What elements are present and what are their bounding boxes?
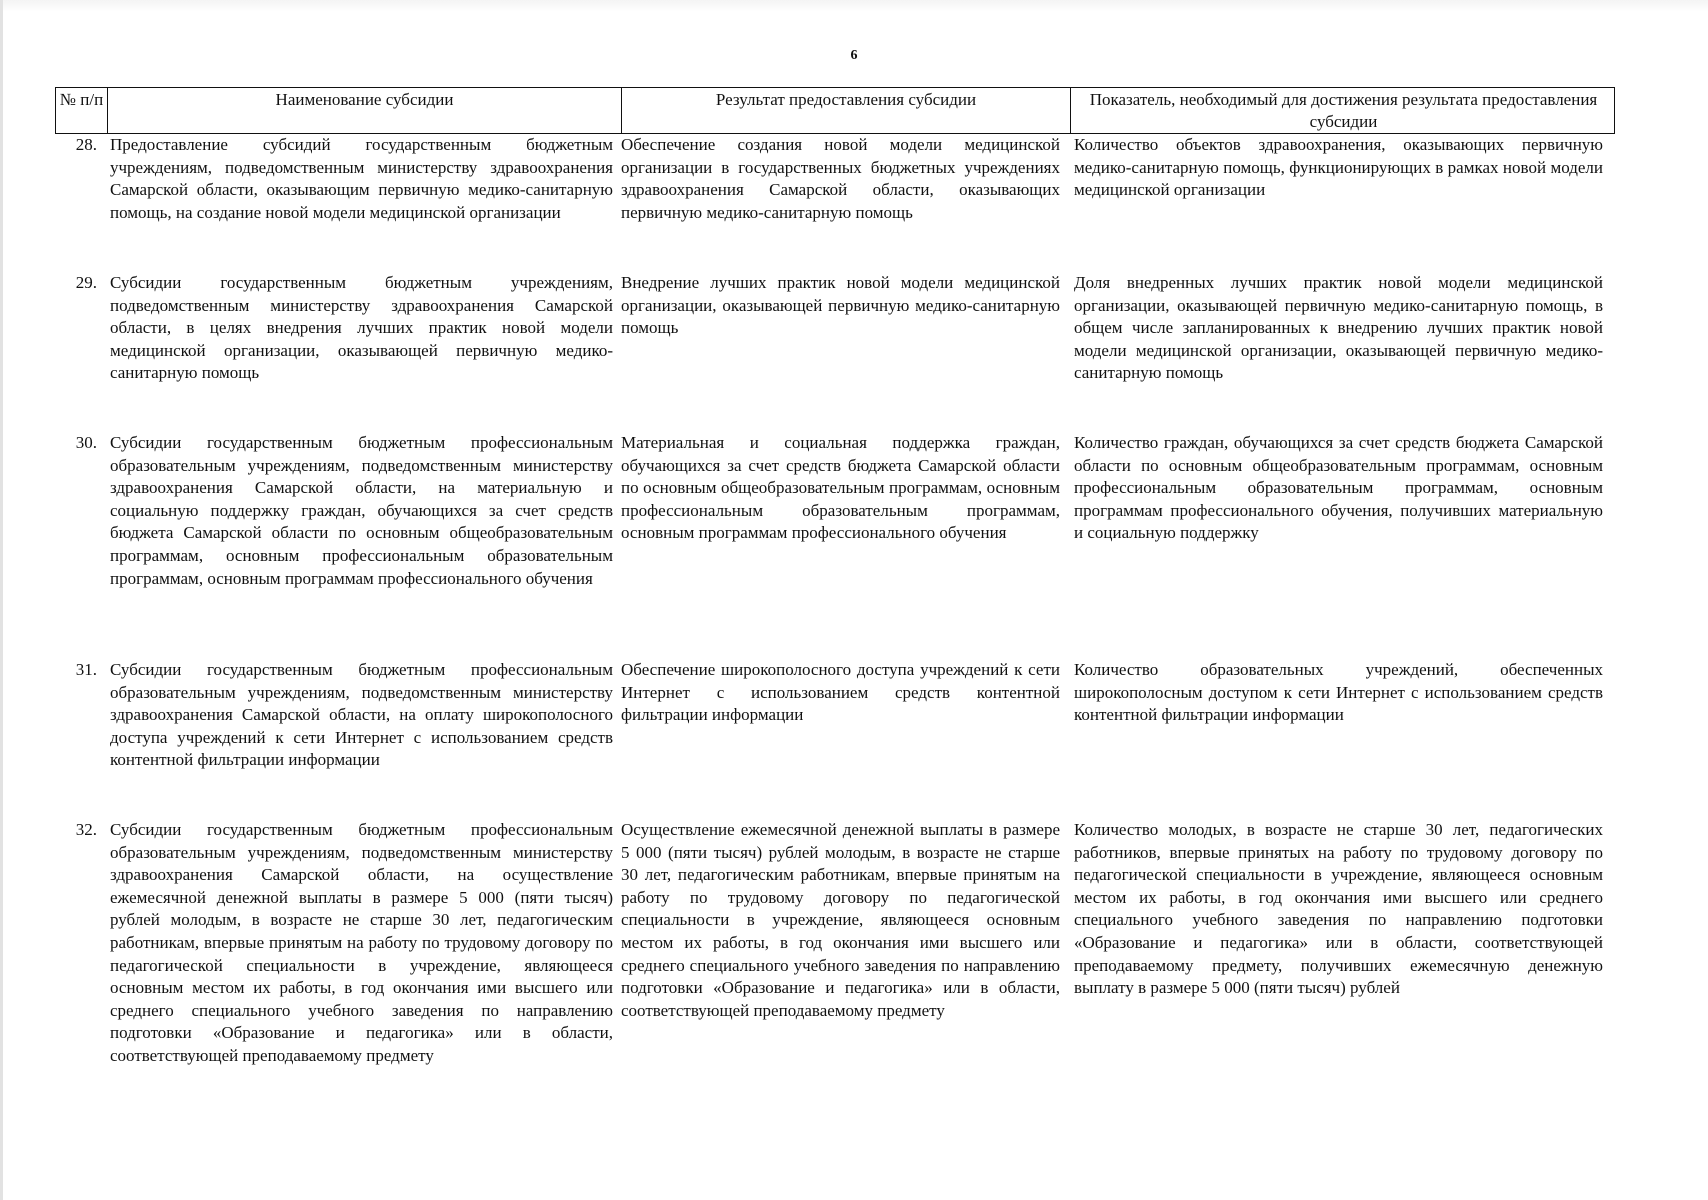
row-result: Обеспечение создания новой модели медицинской организации в государственных бюджетных учреждениях здравоохранения Самарской области, оказывающих первичную медико-санитарную помощь xyxy=(621,135,1060,222)
row-indicator: Количество граждан, обучающихся за счет средств бюджета Самарской области по основным общеобразовательным программам, основным профессиональным образовательным программам, основным программам профессионального обучения, получивших материальную и социальную поддержку xyxy=(1074,433,1603,543)
row-result: Материальная и социальная поддержка граждан, обучающихся за счет средств бюджета Самарской области по основным общеобразовательным программам, основным профессиональным образовательным программам, основным программам профессионального обучения xyxy=(621,433,1060,543)
table-row xyxy=(55,819,1615,1069)
row-indicator: Количество молодых, в возрасте не старше 30 лет, педагогических работников, впервые принятых на работу по трудовому договору по педагогической специальности в учреждение, являющееся основным местом их работы, в год окончания ими высшего или среднего специального учебного заведения по направлению подготовки «Образование и педагогика» или в области, соответствующей преподаваемому предмету, получивших ежемесячную денежную выплату в размере 5 000 (пяти тысяч) рублей xyxy=(1074,820,1603,998)
row-number: 31. xyxy=(75,660,97,679)
table-row xyxy=(55,272,1615,432)
row-result: Обеспечение широкополосного доступа учреждений к сети Интернет с использованием средств контентной фильтрации информации xyxy=(621,660,1060,725)
header-indicator: Показатель, необходимый для достижения результата предоставления субсидии xyxy=(1089,90,1598,131)
table-header-row xyxy=(55,87,1615,134)
table-row xyxy=(55,432,1615,659)
header-result: Результат предоставления субсидии xyxy=(622,88,1071,133)
row-result: Осуществление ежемесячной денежной выплаты в размере 5 000 (пяти тысяч) рублей молодым, в возрасте не старше 30 лет, педагогическим работникам, впервые принятым на работу по трудовому договору по педагогической специальности в учреждение, являющееся основным местом их работы, в год окончания ими высшего или среднего специального учебного заведения по направлению подготовки «Образование и педагогика» или в области, соответствующей преподаваемому предмету xyxy=(621,820,1060,1020)
row-indicator: Количество образовательных учреждений, обеспеченных широкополосным доступом к сети Интернет с использованием средств контентной фильтрации информации xyxy=(1074,660,1603,725)
table-row xyxy=(55,134,1615,272)
scan-artifact xyxy=(0,0,1708,12)
scan-edge xyxy=(0,0,3,1200)
row-number: 32. xyxy=(75,820,97,839)
row-name: Предоставление субсидий государственным бюджетным учреждениям, подведомственным министерству здравоохранения Самарской области, оказывающим первичную медико-санитарную помощь, на создание новой модели медицинской организации xyxy=(110,135,613,222)
subsidy-table xyxy=(55,87,1615,1069)
row-name: Субсидии государственным бюджетным профессиональным образовательным учреждениям, подведомственным министерству здравоохранения Самарской области, на оплату широкополосного доступа учреждений к сети Интернет с использованием средств контентной фильтрации информации xyxy=(110,660,613,770)
row-result: Внедрение лучших практик новой модели медицинской организации, оказывающей первичную медико-санитарную помощь xyxy=(621,273,1060,338)
table-row xyxy=(55,659,1615,819)
page-number: 6 xyxy=(850,48,858,63)
row-indicator: Количество объектов здравоохранения, оказывающих первичную медико-санитарную помощь, функционирующих в рамках новой модели медицинской организации xyxy=(1074,135,1603,200)
header-num: № п/п xyxy=(56,88,108,133)
row-indicator: Доля внедренных лучших практик новой модели медицинской организации, оказывающей первичную медико-санитарную помощь, в общем числе запланированных к внедрению лучших практик новой модели медицинской организации, оказывающей первичную медико-санитарную помощь xyxy=(1074,273,1603,383)
header-name: Наименование субсидии xyxy=(108,88,622,133)
row-number: 28. xyxy=(75,135,97,154)
row-name: Субсидии государственным бюджетным профессиональным образовательным учреждениям, подведомственным министерству здравоохранения Самарской области, на осуществление ежемесячной денежной выплаты в размере 5 000 (пяти тысяч) рублей молодым, в возрасте не старше 30 лет, педагогическим работникам, впервые принятым на работу по трудовому договору по педагогической специальности в учреждение, являющееся основным местом их работы, в год окончания ими высшего или среднего специального учебного заведения по направлению подготовки «Образование и педагогика» или в области, соответствующей преподаваемому предмету xyxy=(110,820,613,1065)
row-number: 29. xyxy=(75,273,97,292)
row-name: Субсидии государственным бюджетным учреждениям, подведомственным министерству здравоохранения Самарской области, в целях внедрения лучших практик новой модели медицинской организации, оказывающей первичную медико-санитарную помощь xyxy=(110,273,613,383)
row-name: Субсидии государственным бюджетным профессиональным образовательным учреждениям, подведомственным министерству здравоохранения Самарской области, на материальную и социальную поддержку граждан, обучающихся за счет средств бюджета Самарской области по основным общеобразовательным программам, основным профессиональным образовательным программам, основным программам профессионального обучения xyxy=(110,433,613,588)
row-number: 30. xyxy=(75,433,97,452)
